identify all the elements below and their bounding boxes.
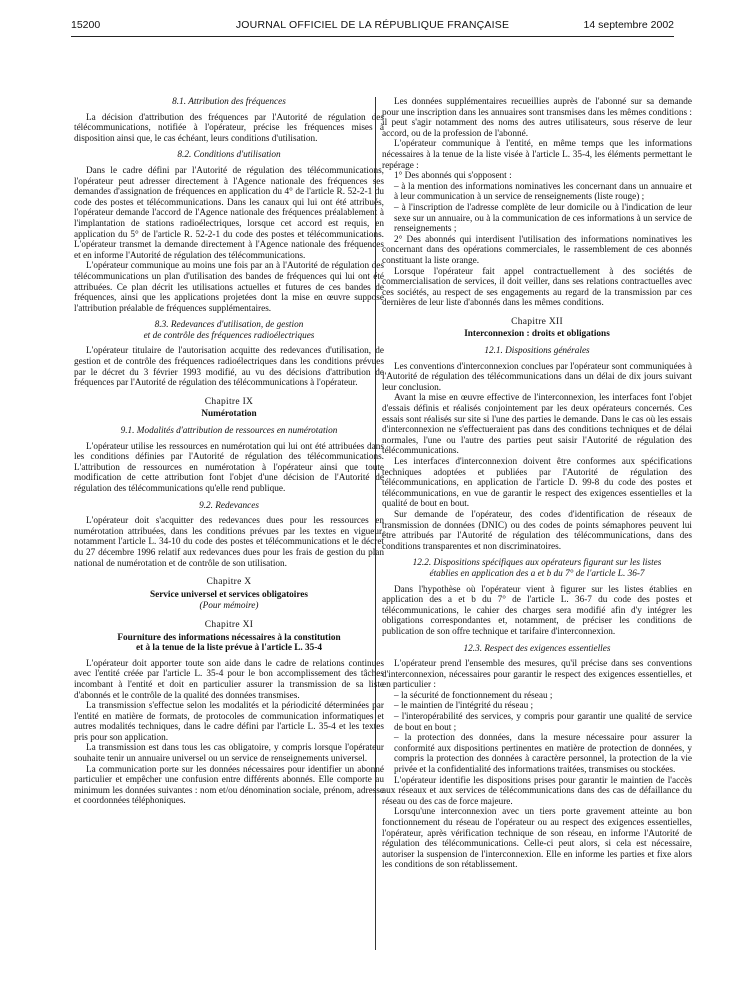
chapter-title: Fourniture des informations nécessaires à la constitution et à la tenue de la liste prévue à l'article L. 35-4 xyxy=(117,632,341,654)
paragraph: La transmission s'effectue selon les modalités et la périodicité déterminées par l'entité en matière de formats, de protocoles de communication informatiques et autres modalités techniques, dans le cadre défini par l'article L. 35-4 et les textes pris pour son application. xyxy=(74,701,384,743)
list-item: – à l'inscription de l'adresse complète de leur domicile ou à l'indication de leur sexe sur un annuaire, ou à la communication de ces informations à un service de renseignements ; xyxy=(394,202,692,235)
paragraph: Dans l'hypothèse où l'opérateur vient à figurer sur les listes établies en application des a et b du 7° de l'article L. 36-7 du code des postes et télécommunications, le cahier des charges sera modifié afin d'y intégrer les obligations correspondantes et, notamment, de préciser les conditions de publication de son offre technique et tarifaire d'interconnexion. xyxy=(382,584,692,637)
paragraph: Dans le cadre défini par l'Autorité de régulation des télécommunications, l'opérateur peut adresser directement à l'Agence nationale des fréquences ses demandes d'assignation de fréquences en application du 4° de l'article R. 52-2-1 du code des postes et télécommunications. Dans les canaux qui lui ont été attribués, l'opérateur demande l'accord de l'Agence nationale des fréquences préalablement à l'implantation de stations radioélectriques, lorsque cet accord est requis, en application du 5° de l'article R. 52-2-1 du code des postes et télécommunications. L'opérateur transmet la demande directement à l'Agence nationale des fréquences et en informe l'Autorité de régulation des télécommunications. xyxy=(74,165,384,261)
list-item: – la protection des données, dans la mesure nécessaire pour assurer la conformité aux dispositions pertinentes en matière de protection de données, y compris la protection des données à caractère personnel, la protection de la vie privée et la confidentialité des informations traitées, transmises ou stockées. xyxy=(394,733,692,776)
numbered-item: 1° Des abonnés qui s'opposent : xyxy=(394,171,512,182)
numbered-item: 2° Des abonnés qui interdisent l'utilisation des informations nominatives les concernant dans des opérations commerciales, le rassemblement de ces abonnés constituant la liste orange. xyxy=(382,234,692,266)
page-number: 15200 xyxy=(71,19,101,31)
paragraph: La communication porte sur les données nécessaires pour identifier un abonné particulier et empêcher une confusion entre différents abonnés. Elle comporte au minimum les données suivantes : nom et/ou dénomination sociale, prénom, adresse et coordonnées téléphoniques. xyxy=(74,764,384,807)
paragraph: L'opérateur communique au moins une fois par an à l'Autorité de régulation des télécommunications un plan d'utilisation des bandes de fréquences qui lui ont été attribuées. Ce plan décrit les utilisations actuelles et futures de ces bandes de fréquences, ainsi que les applications projetées dont la mise en œuvre suppose l'attribution préalable de fréquences supplémentaires. xyxy=(74,261,384,314)
paragraph: L'opérateur utilise les ressources en numérotation qui lui ont été attribuées dans les conditions définies par l'Autorité de régulation des télécommunications. L'attribution de ressources en numérotation à l'opérateur ainsi que toute modification de cette attribution font l'objet d'une décision de l'Autorité de régulation des télécommunications qu'elle rend publique. xyxy=(74,441,384,494)
chapter-label: Chapitre XI xyxy=(204,619,254,630)
paragraph: La décision d'attribution des fréquences par l'Autorité de régulation des télécommunications, notifiée à l'opérateur, précise les fréquences mises à disposition ainsi que, le cas échéant, leurs conditions d'utilisation. xyxy=(74,112,384,144)
paragraph: Avant la mise en œuvre effective de l'interconnexion, les interfaces font l'objet d'essais définis et réalisés conjointement par les deux opérateurs concernés. Ces essais sont réalisés sur site si l'une des parties le demande. Dans le cas où les essais d'interconnexion ne s'effectueraient pas dans des conditions techniques et de délai normales, l'une ou l'autre des parties peut saisir l'Autorité de régulation des télécommunications. xyxy=(382,393,692,457)
paragraph: L'opérateur communique à l'entité, en même temps que les informations nécessaires à la tenue de la liste visée à l'article L. 35-4, les éléments permettant le repérage : xyxy=(382,139,692,171)
chapter-title: Interconnexion : droits et obligations xyxy=(464,329,610,340)
list-item: – l'interopérabilité des services, y compris pour garantir une qualité de service de bout en bout ; xyxy=(394,712,692,733)
paragraph: La transmission est dans tous les cas obligatoire, y compris lorsque l'opérateur souhaite tenir un annuaire universel ou un service de renseignements universel. xyxy=(74,743,384,765)
chapter-label: Chapitre XII xyxy=(511,316,563,327)
journal-title: JOURNAL OFFICIEL DE LA RÉPUBLIQUE FRANÇAISE xyxy=(235,19,510,31)
section-heading: 12.2. Dispositions spécifiques aux opérateurs figurant sur les listes établies en application des a et b du 7° de l'article L. 36-7 xyxy=(412,558,662,579)
list-item: – à la mention des informations nominatives les concernant dans un annuaire et à leur communication à un service de renseignements (liste rouge) ; xyxy=(394,181,692,203)
paragraph: L'opérateur titulaire de l'autorisation acquitte des redevances d'utilisation, de gestion et de contrôle des fréquences radioélectriques dans les conditions prévues par le décret du 3 février 1993 modifié, au vu des décisions d'attribution de fréquences par l'Autorité de régulation des télécommunications à l'opérateur. xyxy=(74,346,384,389)
section-heading: 8.2. Conditions d'utilisation xyxy=(177,150,281,161)
paragraph: L'opérateur identifie les dispositions prises pour garantir le maintien de l'accès aux réseaux et aux services de télécommunications dans des cas de défaillance du réseau ou des cas de force majeure. xyxy=(382,775,692,807)
paragraph: Les conventions d'interconnexion conclues par l'opérateur sont communiquées à l'Autorité de régulation des télécommunications dans un délai de dix jours suivant leur conclusion. xyxy=(382,361,692,393)
paragraph: L'opérateur doit s'acquitter des redevances dues pour les ressources en numérotation attribuées, dans les conditions prévues par les textes en vigueur, notamment l'article L. 34-10 du code des postes et télécommunications et le décret du 27 décembre 1996 relatif aux redevances dues pour les frais de gestion du plan national de numérotation et de contrôle de son utilisation. xyxy=(74,516,384,569)
list-item: – le maintien de l'intégrité du réseau ; xyxy=(394,701,534,712)
section-heading: 9.2. Redevances xyxy=(199,500,259,511)
right-column xyxy=(382,97,692,871)
publication-date: 14 septembre 2002 xyxy=(583,19,674,31)
section-heading: 12.1. Dispositions générales xyxy=(484,346,590,357)
section-heading: 9.1. Modalités d'attribution de ressources en numérotation xyxy=(120,426,338,437)
section-heading: 8.1. Attribution des fréquences xyxy=(172,97,286,107)
paragraph: L'opérateur prend l'ensemble des mesures, qu'il précise dans ses conventions d'interconnexion, nécessaires pour garantir le respect des exigences essentielles, et en particulier : xyxy=(382,659,692,691)
chapter-title: Service universel et services obligatoires xyxy=(149,589,309,600)
left-column xyxy=(74,97,384,807)
paragraph: Sur demande de l'opérateur, des codes d'identification de réseaux de transmission de données (DNIC) ou des codes de points sémaphores peuvent lui être attribués par l'Autorité de régulation des télécommunications, dans des conditions transparentes et non discriminatoires. xyxy=(382,509,692,552)
paragraph: Les interfaces d'interconnexion doivent être conformes aux spécifications techniques adoptées et publiées par l'Autorité de régulation des télécommunications, en application de l'article D. 99-8 du code des postes et télécommunications, en vue de garantir le respect des exigences essentielles et la qualité de bout en bout. xyxy=(382,457,692,510)
list-item: – la sécurité de fonctionnement du réseau ; xyxy=(394,690,553,701)
chapter-subtitle: (Pour mémoire) xyxy=(199,601,259,612)
paragraph: Les données supplémentaires recueillies auprès de l'abonné sur sa demande pour une inscription dans les annuaires sont transmises dans les mêmes conditions : il peut s'agir notamment des noms des autres utilisateurs, sous réserve de leur accord, ou de la profession de l'abonné. xyxy=(382,97,692,139)
section-heading: 12.3. Respect des exigences essentielles xyxy=(463,643,611,654)
paragraph: Lorsqu'une interconnexion avec un tiers porte gravement atteinte au bon fonctionnement du réseau de l'opérateur ou au respect des exigences essentielles, l'opérateur, après vérification technique de son réseau, en informe l'Autorité de régulation des télécommunications. Celle-ci peut alors, si cela est nécessaire, autoriser la suspension de l'interconnexion. Elle en informe les parties et fixe alors les conditions de son rétablissement. xyxy=(382,807,692,871)
paragraph: L'opérateur doit apporter toute son aide dans le cadre de relations continues avec l'entité créée par l'article L. 35-4 pour le bon accomplissement des tâches incombant à l'entité et doit en particulier assurer la transmission de sa liste d'abonnés et le contrôle de la qualité des données transmises. xyxy=(74,658,384,701)
chapter-title: Numérotation xyxy=(201,409,257,420)
paragraph: Lorsque l'opérateur fait appel contractuellement à des sociétés de commercialisation de services, il doit veiller, dans ses relations contractuelles avec ces sociétés, au respect de ses engagements au regard de la transmission par ces dernières de leur liste d'abonnés dans les mêmes conditions. xyxy=(382,266,692,309)
section-heading: 8.3. Redevances d'utilisation, de gestion et de contrôle des fréquences radioélectriques xyxy=(143,320,315,341)
header-rule xyxy=(71,36,674,37)
page-header xyxy=(71,14,674,36)
chapter-label: Chapitre X xyxy=(206,577,252,588)
chapter-label: Chapitre IX xyxy=(204,396,254,407)
